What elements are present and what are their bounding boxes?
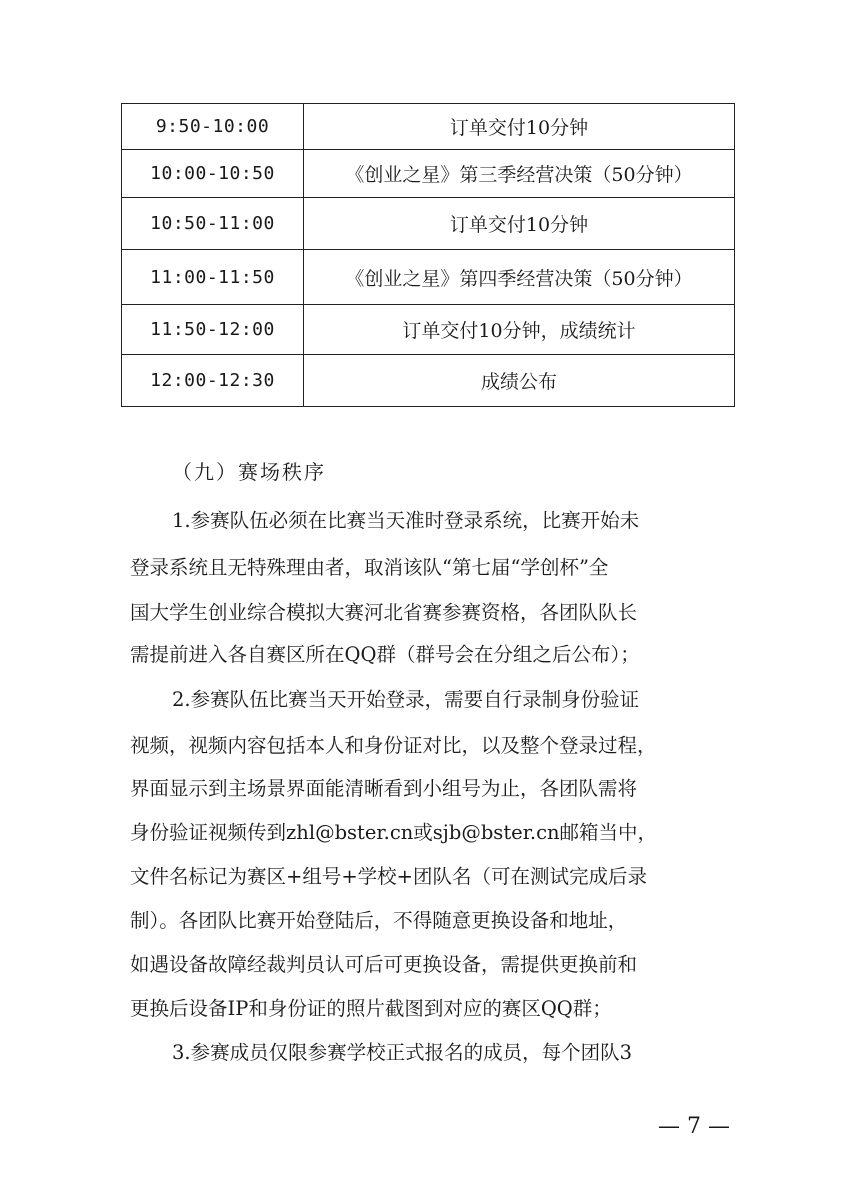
time-cell: 12:00-12:30 <box>122 355 304 407</box>
paragraph-line: 需提前进入各自赛区所在QQ群（群号会在分组之后公布）； <box>130 643 640 666</box>
paragraph-line: 更换后设备IP和身份证的照片截图到对应的赛区QQ群； <box>130 997 612 1020</box>
paragraph-line: 视频，视频内容包括本人和身份证对比，以及整个登录过程， <box>130 734 657 757</box>
paragraph-line: 3.参赛成员仅限参赛学校正式报名的成员，每个团队3 <box>172 1041 633 1064</box>
paragraph-line: 1.参赛队伍必须在比赛当天准时登录系统，比赛开始未 <box>172 509 640 532</box>
paragraph-line: 身份验证视频传到zhl@bster.cn或sjb@bster.cn邮箱当中， <box>130 821 658 844</box>
paragraph-line: 2.参赛队伍比赛当天开始登录，需要自行录制身份验证 <box>172 688 640 711</box>
table-row <box>122 355 735 407</box>
time-cell: 9:50-10:00 <box>122 104 304 150</box>
paragraph-line: 制）。各团队比赛开始登陆后，不得随意更换设备和地址， <box>130 909 628 932</box>
time-cell: 11:50-12:00 <box>122 305 304 355</box>
paragraph-line: 如遇设备故障经裁判员认可后可更换设备，需提供更换前和 <box>130 953 638 976</box>
event-cell: 订单交付10分钟 <box>304 104 735 150</box>
event-cell: 订单交付10分钟 <box>304 198 735 250</box>
event-cell: 《创业之星》第四季经营决策（50分钟） <box>304 250 735 305</box>
table-row <box>122 150 735 198</box>
time-cell: 10:50-11:00 <box>122 198 304 250</box>
table-row <box>122 104 735 150</box>
table-row <box>122 305 735 355</box>
paragraph-line: 界面显示到主场景界面能清晰看到小组号为止，各团队需将 <box>130 777 638 800</box>
event-cell: 订单交付10分钟，成绩统计 <box>304 305 735 355</box>
paragraph-line: 国大学生创业综合模拟大赛河北省赛参赛资格，各团队队长 <box>130 601 638 624</box>
paragraph-line: 文件名标记为赛区+组号+学校+团队名（可在测试完成后录 <box>130 865 648 888</box>
schedule-table <box>121 103 735 407</box>
time-cell: 10:00-10:50 <box>122 150 304 198</box>
event-cell: 《创业之星》第三季经营决策（50分钟） <box>304 150 735 198</box>
section-heading: （九）赛场秩序 <box>172 460 326 484</box>
table-row <box>122 250 735 305</box>
event-cell: 成绩公布 <box>304 355 735 407</box>
page-number: — 7 — <box>658 1114 730 1139</box>
table-row <box>122 198 735 250</box>
time-cell: 11:00-11:50 <box>122 250 304 305</box>
paragraph-line: 登录系统且无特殊理由者，取消该队“第七届“学创杯”全 <box>130 556 609 579</box>
